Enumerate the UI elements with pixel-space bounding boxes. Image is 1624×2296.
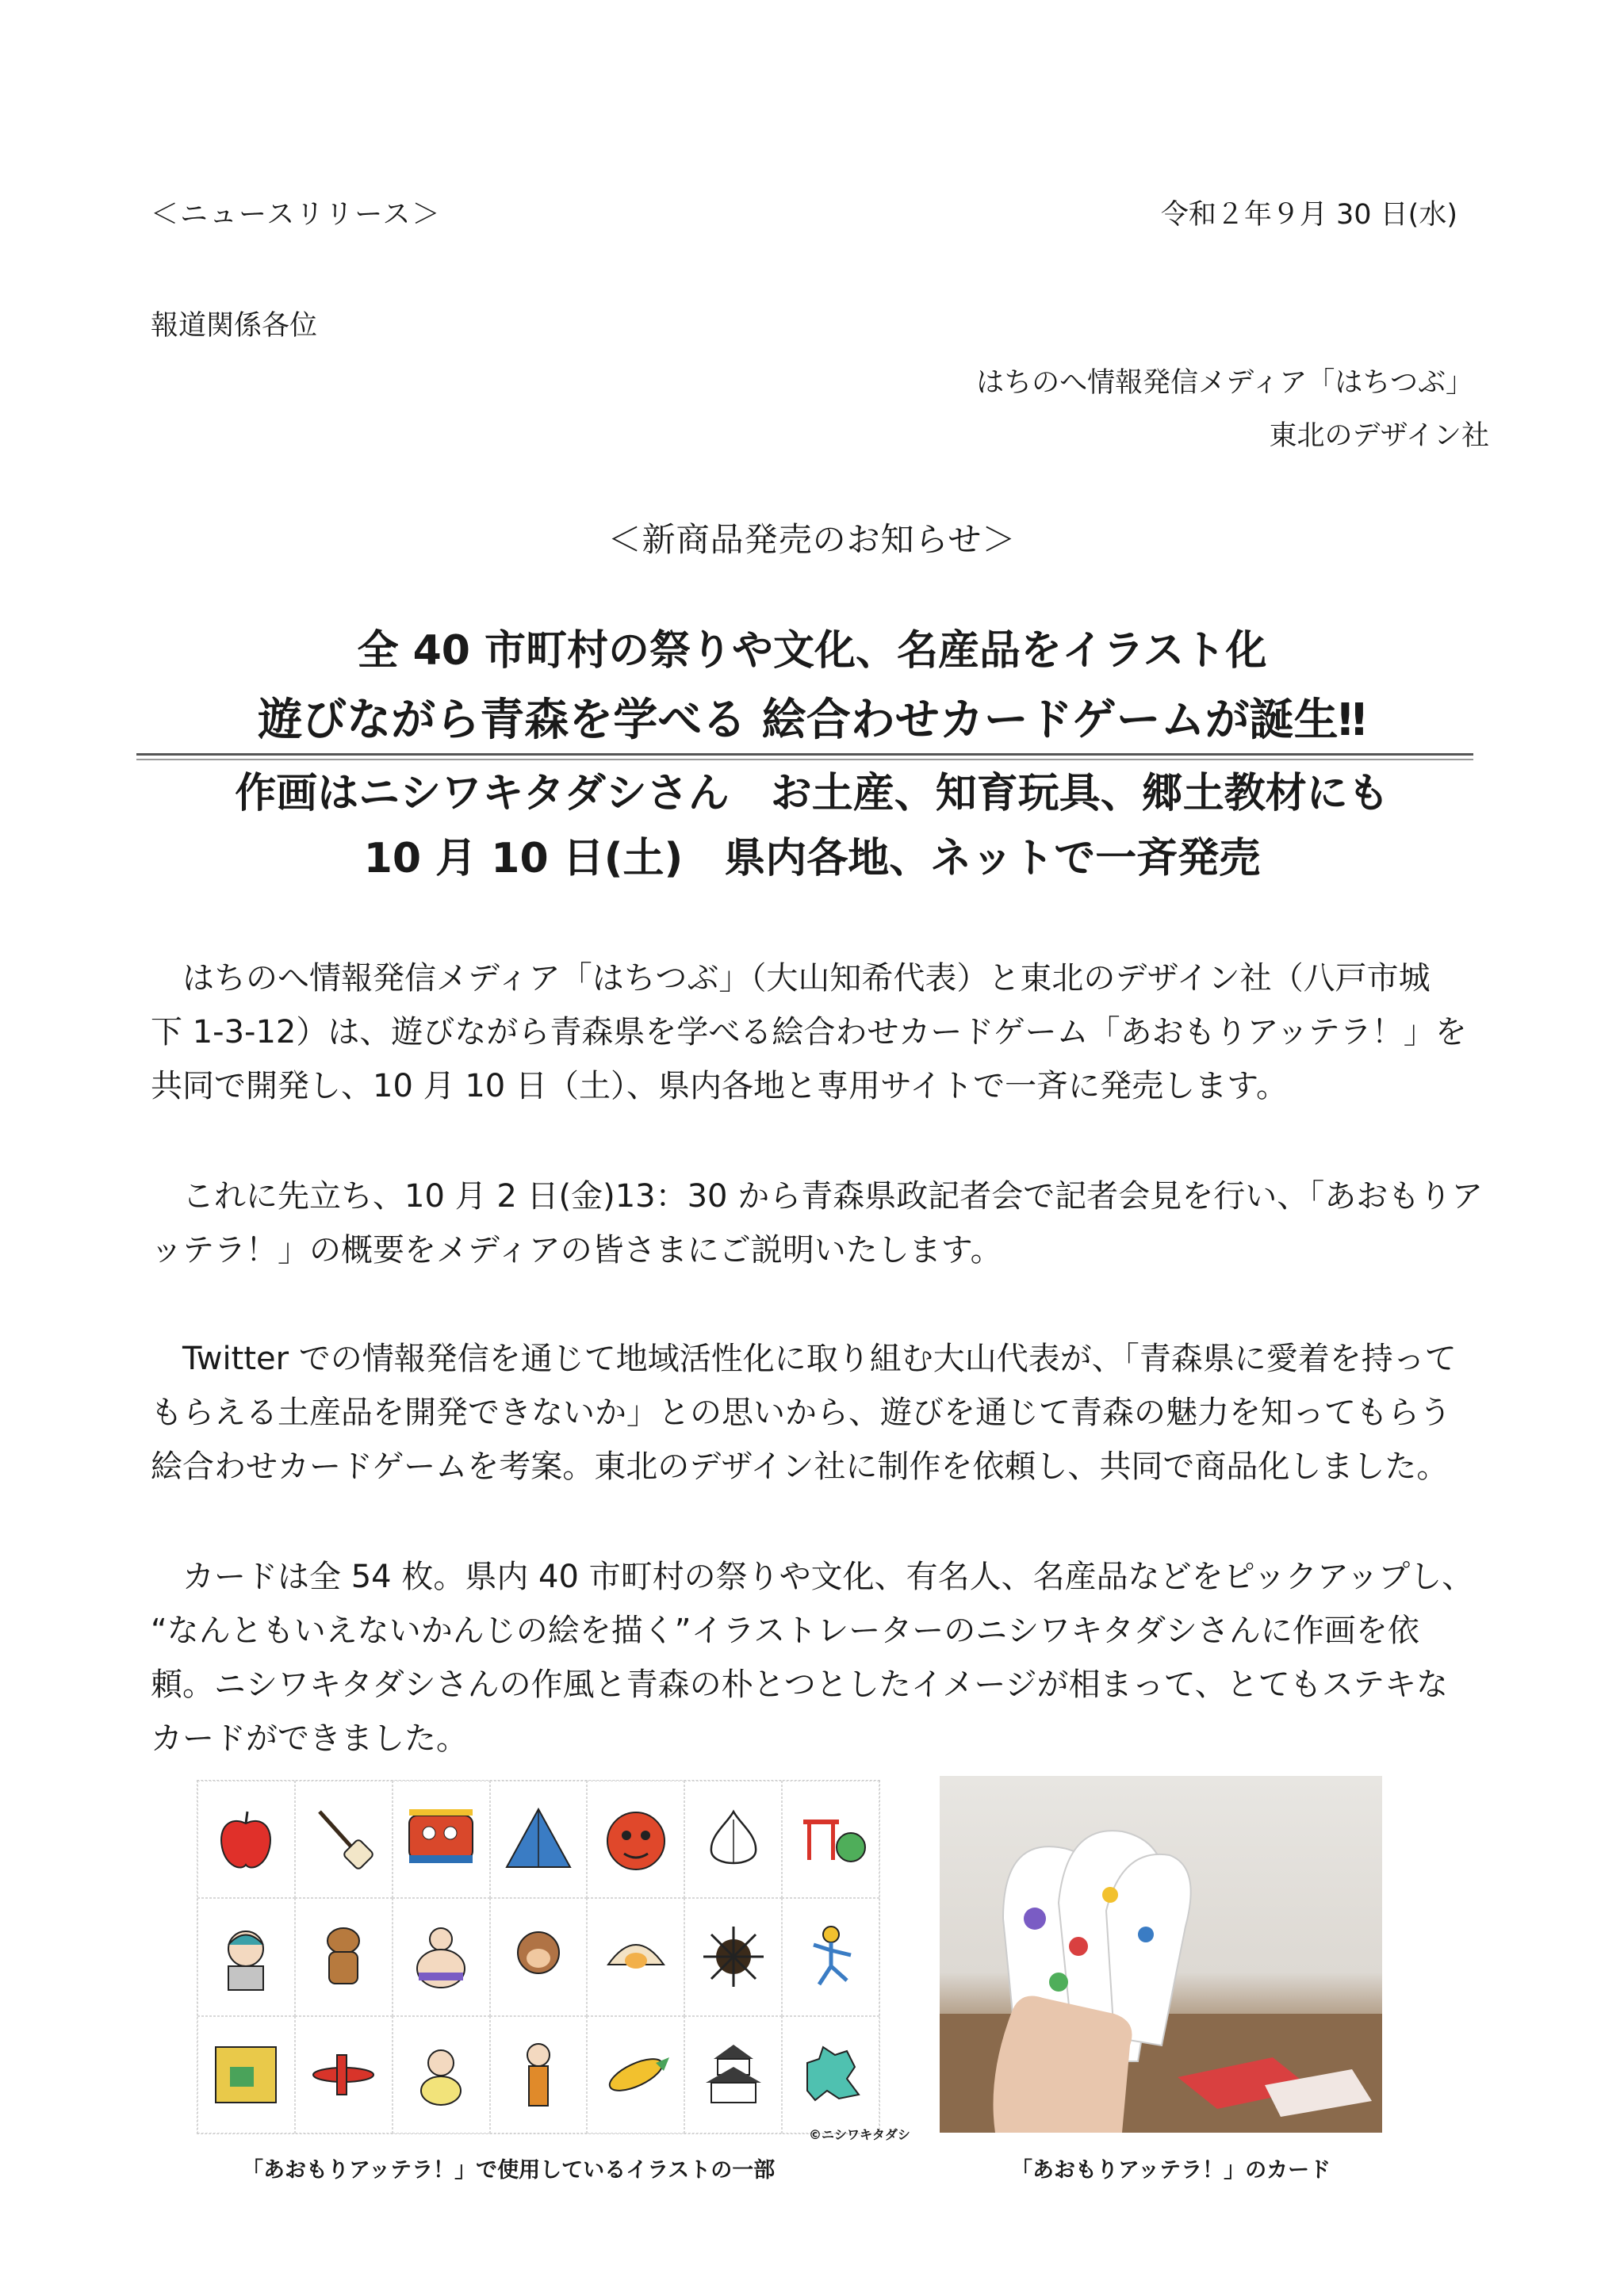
release-label: ＜ニュースリリース＞: [151, 199, 442, 231]
card-photo-caption: 「あおもりアッテラ！」のカード: [1011, 2158, 1331, 2183]
release-date: 令和２年９月 30 日(水): [1160, 199, 1457, 231]
sumo-illustration: [393, 1898, 490, 2015]
airplane-illustration: [295, 2016, 393, 2133]
paragraph-4: [151, 1550, 1479, 1766]
paragraph-line: 下 1-3-12）は、遊びながら青森県を学べる絵合わせカードゲーム「あおもりアッテラ！」を: [151, 1014, 1467, 1050]
tatami-illustration: [197, 2016, 295, 2133]
scallop-illustration: [587, 1898, 684, 2015]
headline-divider-inner: [136, 759, 1473, 760]
paragraph-line: もらえる土産品を開発できないか」との思いから、遊びを通じて青森の魅力を知ってもらう: [151, 1395, 1451, 1431]
paragraph-line: カードは全 54 枚。県内 40 市町村の祭りや文化、有名人、名産品などをピックアップし、: [151, 1559, 1474, 1595]
card-photo: [940, 1776, 1382, 2133]
garlic-illustration: [684, 1781, 782, 1898]
paragraph-line: Twitter での情報発信を通じて地域活性化に取り組む大山代表が、「青森県に愛着を持って: [151, 1341, 1457, 1377]
paragraph-2: [151, 1169, 1484, 1277]
paragraph-line: はちのへ情報発信メディア「はちつぶ」（大山知希代表）と東北のデザイン社（八戸市城: [151, 960, 1431, 997]
kokeshi-illustration: [490, 2016, 588, 2133]
headline-1: 全 40 市町村の祭りや文化、名産品をイラスト化: [357, 627, 1267, 675]
issuer-company: 東北のデザイン社: [1269, 420, 1489, 452]
paragraph-line: 頼。ニシワキタダシさんの作風と青森の朴とつとしたイメージが相まって、とてもステキな: [151, 1667, 1448, 1703]
shamisen-illustration: [295, 1781, 393, 1898]
headline-3: 作画はニシワキタダシさん お土産、知育玩具、郷土教材にも: [235, 770, 1389, 817]
urchin-illustration: [684, 1898, 782, 2015]
paragraph-line: 絵合わせカードゲームを考案。東北のデザイン社に制作を依頼し、共同で商品化しました。: [151, 1448, 1449, 1485]
notice-title: ＜新商品発売のお知らせ＞: [607, 520, 1017, 559]
paragraph-line: これに先立ち、10 月 2 日(金)13：30 から青森県政記者会で記者会見を行い、「あおもりア: [151, 1178, 1484, 1215]
paragraph-line: カードができました。: [151, 1720, 468, 1757]
paragraph-line: 共同で開発し、10 月 10 日（土）、県内各地と専用サイトで一斉に発売します。: [151, 1068, 1288, 1104]
corn-illustration: [587, 2016, 684, 2133]
figure-illustration: [393, 2016, 490, 2133]
castle-illustration: [684, 2016, 782, 2133]
map-illustration: [782, 2016, 879, 2133]
pyramid-illustration: [490, 1781, 588, 1898]
headline-2: 遊びながら青森を学べる 絵合わせカードゲームが誕生‼: [258, 695, 1366, 746]
issuer-media: はちのへ情報発信メディア「はちつぶ」: [976, 367, 1473, 399]
shrine-illustration: [782, 1781, 879, 1898]
paragraph-line: “なんともいえないかんじの絵を描く”イラストレーターのニシワキタダシさんに作画を依: [151, 1613, 1419, 1649]
nebuta-illustration: [393, 1781, 490, 1898]
illustration-caption: 「あおもりアッテラ！」で使用しているイラストの一部: [242, 2158, 776, 2183]
headline-4: 10 月 10 日(土) 県内各地、ネットで一斉発売: [363, 835, 1261, 882]
paragraph-1: [151, 951, 1479, 1113]
dogu-illustration: [295, 1898, 393, 2015]
skater-illustration: [782, 1898, 879, 2015]
paragraph-3: [151, 1332, 1479, 1494]
illustration-grid: [197, 1780, 880, 2134]
monkey-illustration: [490, 1898, 588, 2015]
addressee: 報道関係各位: [151, 310, 318, 342]
mask-illustration: [587, 1781, 684, 1898]
headline-divider: [136, 753, 1473, 756]
paragraph-line: ッテラ！」の概要をメディアの皆さまにご説明いたします。: [151, 1232, 1002, 1269]
person-illustration: [197, 1898, 295, 2015]
illustration-copyright: ©ニシワキタダシ: [809, 2127, 910, 2142]
apple-illustration: [197, 1781, 295, 1898]
